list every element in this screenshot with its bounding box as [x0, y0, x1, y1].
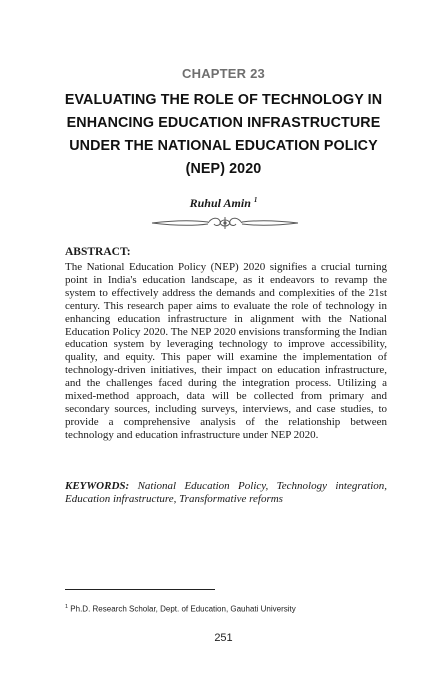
- keywords-label: KEYWORDS:: [65, 480, 130, 492]
- footnote-divider: [65, 589, 215, 590]
- abstract-body: The National Education Policy (NEP) 2020 signifies a crucial turning point in India's education landscape, as it endeavors to revamp the system to effectively address the demands and complexities of the 21st century. This research paper aims to evaluate the role of technology in enhancing education infrastructure in alignment with the National Education Policy 2020. The NEP 2020 envisions transforming the Indian education system by leveraging technology to improve accessibility, quality, and equity. This paper will examine the implementation of technology-driven initiatives, their impact on education infrastructure, and the challenges faced during the integration process. Utilizing a mixed-method approach, data will be collected from primary and secondary sources, including surveys, interviews, and case studies, to provide a comprehensive analysis of the relationship between technology and education infrastructure under NEP 2020.: [65, 261, 387, 441]
- abstract-heading: ABSTRACT:: [65, 246, 131, 258]
- footnote-marker: 1: [65, 604, 69, 610]
- author-footnote-marker: 1: [253, 196, 258, 204]
- footnote: [65, 604, 395, 614]
- keywords: [65, 480, 387, 506]
- chapter-label: CHAPTER 23: [182, 66, 265, 81]
- page-number: 251: [214, 632, 233, 644]
- chapter-title: EVALUATING THE ROLE OF TECHNOLOGY IN ENHANCING EDUCATION INFRASTRUCTURE UNDER THE NATIONAL EDUCATION POLICY (NEP) 2020: [64, 92, 383, 177]
- author-name: Ruhul Amin: [189, 196, 251, 210]
- keywords-text: National Education Policy, Technology integration, Education infrastructure, Transformative reforms: [65, 480, 387, 505]
- author-byline: [0, 196, 447, 211]
- decorative-divider-icon: [150, 214, 300, 232]
- footnote-text: Ph.D. Research Scholar, Dept. of Education, Gauhati University: [70, 604, 296, 614]
